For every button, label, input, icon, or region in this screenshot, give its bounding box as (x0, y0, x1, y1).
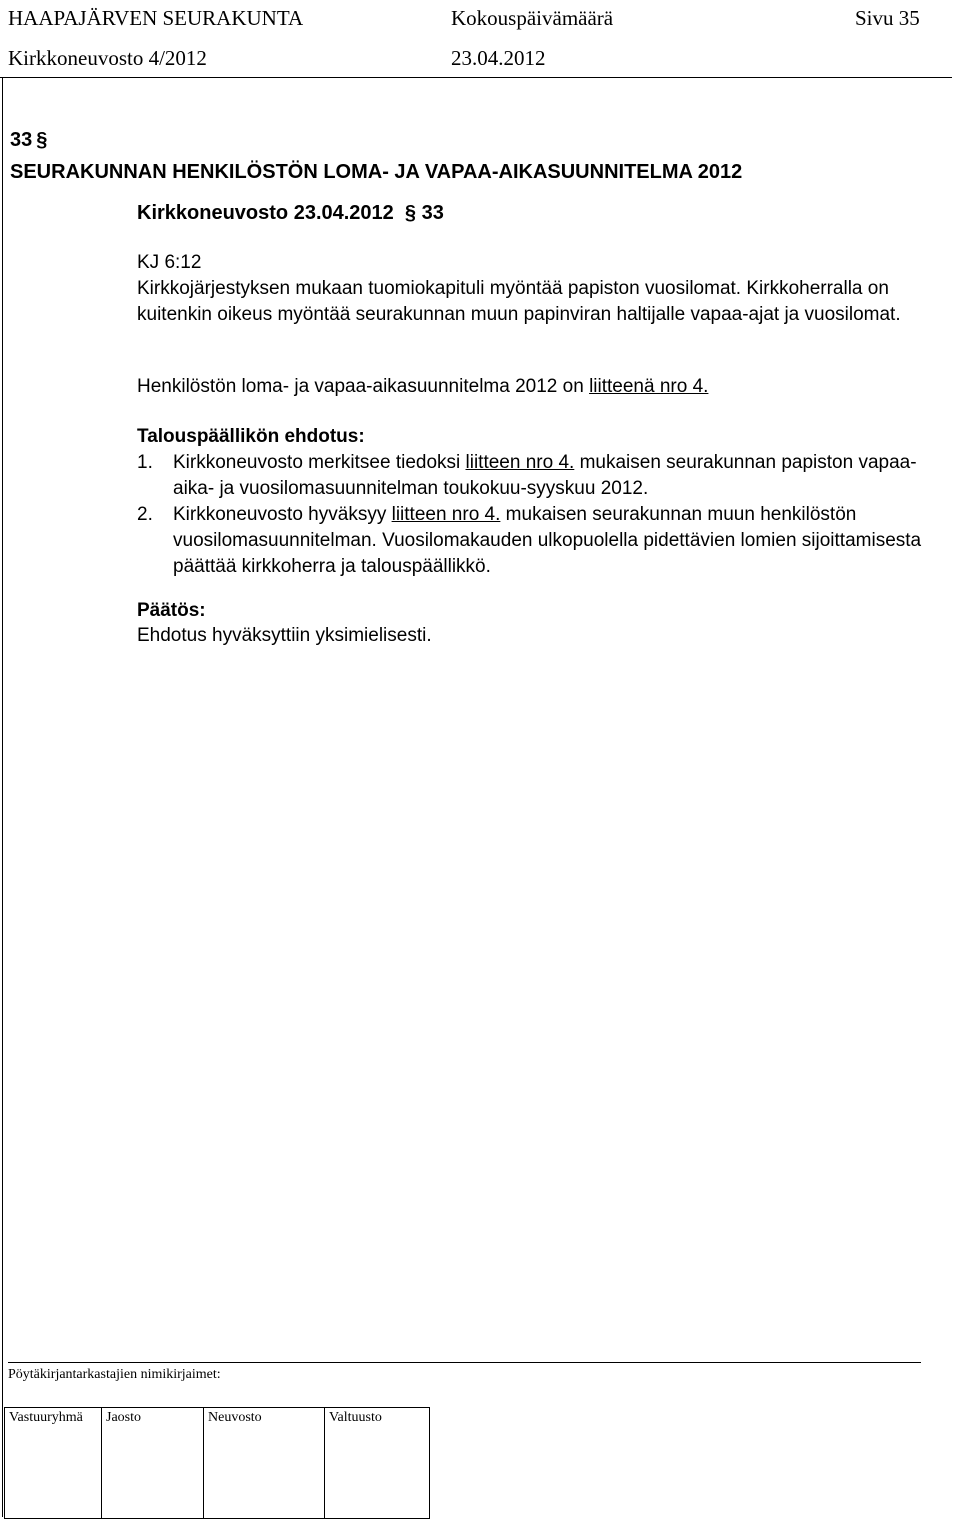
item-number: 1. (137, 452, 153, 473)
header-divider (0, 77, 952, 78)
approval-cell-neuvosto: Neuvosto (204, 1408, 325, 1519)
approval-cell-valtuusto: Valtuusto (325, 1408, 430, 1519)
attachment-link[interactable]: liitteen nro 4. (465, 452, 575, 473)
body-text (137, 250, 952, 328)
reference-mark: § (404, 202, 417, 224)
item-text: mukaisen seurakunnan muun henkilöstön vuosilomasuunnitelman. Vuosilomakauden ulkopuolella pidettävien lomien sijoittamisesta päättää kirkkoherra ja talouspäällikkö. (173, 504, 922, 577)
section-mark: § (36, 129, 48, 151)
item-text: Kirkkoneuvosto hyväksyy (173, 504, 392, 525)
decision-text: Ehdotus hyväksyttiin yksimielisesti. (137, 625, 432, 646)
decision-heading: Päätös: (137, 600, 206, 621)
attachment-link[interactable]: liitteen nro 4. (391, 504, 501, 525)
list-item (137, 450, 952, 502)
page-number: Sivu 35 (855, 6, 920, 30)
item-number: 2. (137, 504, 153, 525)
signatures-label: Pöytäkirjantarkastajien nimikirjaimet: (8, 1362, 921, 1383)
item-text: Kirkkoneuvosto merkitsee tiedoksi (173, 452, 466, 473)
page-header (8, 0, 954, 76)
section-title: SEURAKUNNAN HENKILÖSTÖN LOMA- JA VAPAA-AIKASUUNNITELMA 2012 (10, 161, 743, 183)
approval-cell-vastuuryhma: Vastuuryhmä (5, 1408, 102, 1519)
proposal-heading: Talouspäällikön ehdotus: (137, 426, 365, 447)
attachment-text: Henkilöstön loma- ja vapaa-aikasuunnitelma 2012 on (137, 376, 590, 397)
law-reference: KJ 6:12 (137, 252, 202, 273)
reference-text: Kirkkoneuvosto 23.04.2012 (137, 202, 394, 224)
attachment-link[interactable]: liitteenä nro 4. (589, 376, 709, 397)
list-item (137, 502, 952, 580)
section-number: 33 (10, 129, 33, 151)
meeting-date: 23.04.2012 (451, 46, 546, 70)
approval-cell-jaosto: Jaosto (102, 1408, 204, 1519)
section-heading (10, 124, 742, 188)
body-paragraph: Kirkkojärjestyksen mukaan tuomiokapituli myöntää papiston vuosilomat. Kirkkoherralla on kuitenkin oikeus myöntää seurakunnan muun papinviran haltijalle vapaa-ajat ja vuosilomat. (137, 278, 901, 325)
proposal-list (137, 450, 952, 580)
meeting-name: Kirkkoneuvosto 4/2012 (8, 46, 207, 70)
reference-number: 33 (421, 202, 444, 224)
attachment-paragraph (137, 374, 952, 400)
item-text: mukaisen seurakunnan papiston vapaa-aika- ja vuosilomasuunnitelman toukokuu-syyskuu 2012. (173, 452, 917, 499)
date-label: Kokouspäivämäärä (451, 6, 614, 30)
left-margin-line (2, 77, 3, 1517)
organization-name: HAAPAJÄRVEN SEURAKUNTA (8, 6, 304, 30)
reference-line (137, 200, 952, 226)
approval-table (4, 1407, 430, 1519)
